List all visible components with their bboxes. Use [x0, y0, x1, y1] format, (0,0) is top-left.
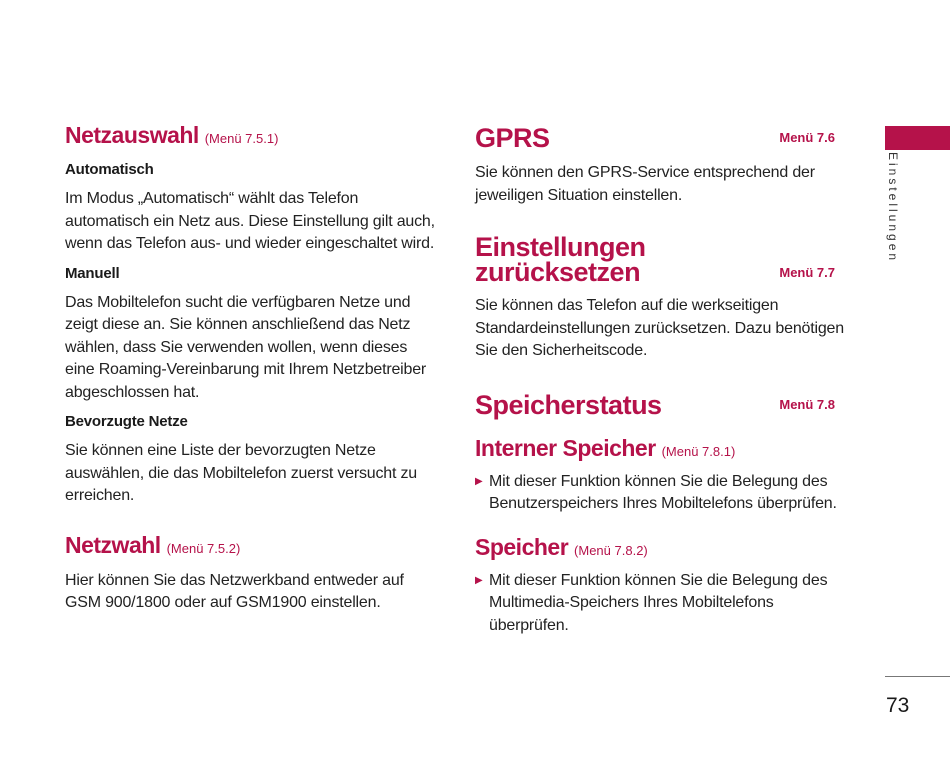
manuell-subheading: Manuell: [65, 264, 120, 282]
automatisch-text: Im Modus „Automatisch“ wählt das Telefon automatisch ein Netz aus. Diese Einstellung gilt auch, wenn das Telefon aus- und wieder eingeschaltet wird.: [65, 190, 435, 252]
gprs-heading: [475, 124, 850, 152]
chapter-side-label-text: Einstellungen: [886, 152, 900, 264]
chapter-tab-marker: [885, 126, 950, 150]
netzauswahl-heading: [65, 120, 435, 154]
speicher-bullet: [475, 570, 850, 638]
speicherstatus-heading: [475, 391, 850, 419]
reset-heading: [475, 232, 850, 287]
speicherstatus-menu-ref: Menü 7.8: [779, 396, 835, 412]
interner-speicher-title: Interner Speicher: [475, 434, 656, 461]
left-column: [65, 120, 435, 615]
right-column: [475, 124, 850, 637]
reset-menu-ref: Menü 7.7: [779, 265, 835, 280]
bullet-triangle-icon: ▶: [475, 574, 483, 586]
netzwahl-title: Netzwahl: [65, 531, 161, 558]
page-number: 73: [886, 694, 910, 717]
speicher-title: Speicher: [475, 533, 569, 560]
chapter-side-label: [874, 152, 910, 262]
gprs-text: Sie können den GPRS-Service entsprechend der jeweiligen Situation einstellen.: [475, 164, 815, 204]
speicher-text: Mit dieser Funktion können Sie die Belegung des Multimedia-Speichers Ihres Mobiltelefons überprüfen.: [489, 571, 828, 634]
interner-speicher-heading: [475, 433, 850, 467]
bevorzugte-netze-text: Sie können eine Liste der bevorzugten Netze auswählen, die das Mobiltelefon zuerst versucht zu erreichen.: [65, 442, 417, 504]
netzwahl-heading: [65, 530, 435, 564]
netzwahl-text: Hier können Sie das Netzwerkband entweder auf GSM 900/1800 oder auf GSM1900 einstellen.: [65, 571, 404, 611]
gprs-title: GPRS: [475, 123, 550, 153]
interner-speicher-bullet: [475, 471, 850, 516]
reset-title-line1: Einstellungen: [475, 232, 646, 262]
bevorzugte-netze-subheading: Bevorzugte Netze: [65, 413, 188, 430]
manuell-text: Das Mobiltelefon sucht die verfügbaren Netze und zeigt diese an. Sie können anschließend das Netz wählen, dass Sie verwenden wollen, wenn dieses eine Roaming-Vereinbarung mit Ihrem Netzbetreiber abgeschlossen hat.: [65, 293, 427, 401]
speicherstatus-title: Speicherstatus: [475, 389, 662, 420]
netzauswahl-menu-ref: (Menü 7.5.1): [204, 131, 279, 146]
reset-title-line2: zurücksetzen: [475, 257, 641, 287]
page-number-rule: [885, 676, 950, 677]
reset-text: Sie können das Telefon auf die werkseitigen Standardeinstellungen zurücksetzen. Dazu benötigen Sie den Sicherheitscode.: [475, 297, 844, 359]
speicher-heading: [475, 532, 850, 566]
automatisch-subheading: Automatisch: [65, 161, 154, 178]
netzwahl-menu-ref: (Menü 7.5.2): [166, 540, 241, 556]
interner-speicher-menu-ref: (Menü 7.8.1): [661, 443, 736, 459]
interner-speicher-text: Mit dieser Funktion können Sie die Belegung des Benutzerspeichers Ihres Mobiltelefons überprüfen.: [489, 472, 837, 512]
speicher-menu-ref: (Menü 7.8.2): [574, 542, 648, 558]
gprs-menu-ref: Menü 7.6: [779, 130, 835, 145]
bullet-triangle-icon: ▶: [475, 475, 483, 487]
netzauswahl-title: Netzauswahl: [65, 122, 199, 148]
